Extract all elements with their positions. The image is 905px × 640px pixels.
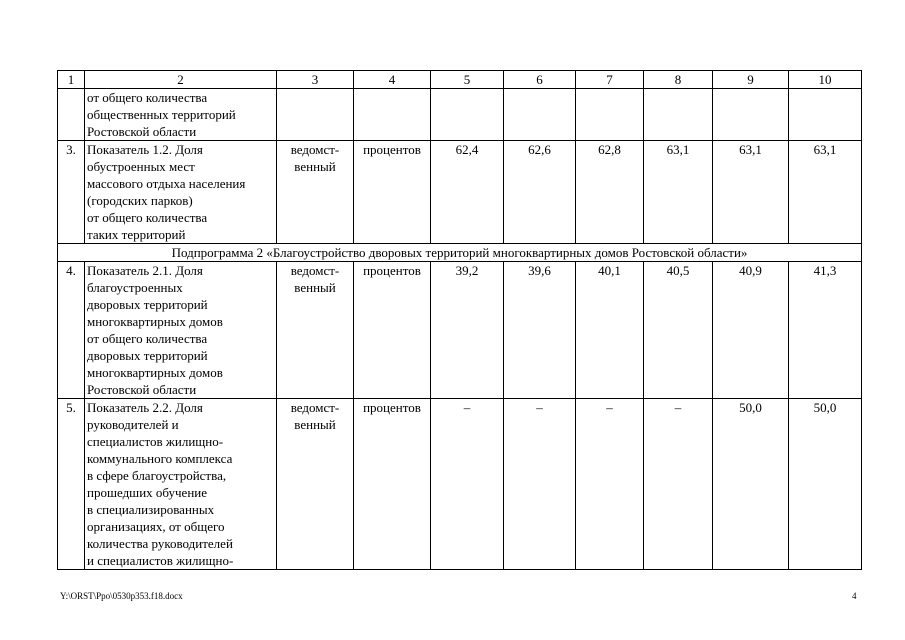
header-cell-8: 8 <box>644 71 713 89</box>
row-number: 4. <box>58 262 85 399</box>
value-cell <box>431 89 504 141</box>
value-cell: 50,0 <box>789 399 862 570</box>
value-cell: 62,6 <box>504 141 576 244</box>
indicator-type: ведомст- венный <box>277 141 354 244</box>
indicators-table <box>57 70 862 570</box>
indicator-text: Показатель 2.1. Доля благоустроенных дворовых территорий многоквартирных домов от общего количества дворовых территорий многоквартирных домов Ростовской области <box>85 262 277 399</box>
value-cell: 50,0 <box>713 399 789 570</box>
header-cell-6: 6 <box>504 71 576 89</box>
header-cell-9: 9 <box>713 71 789 89</box>
value-cell <box>713 89 789 141</box>
value-cell: – <box>431 399 504 570</box>
table-row <box>58 141 862 244</box>
value-cell: – <box>504 399 576 570</box>
value-cell: 40,5 <box>644 262 713 399</box>
value-cell <box>644 89 713 141</box>
indicator-type: ведомст- венный <box>277 399 354 570</box>
header-cell-4: 4 <box>354 71 431 89</box>
footer-file-path: Y:\ORST\Ppo\0530p353.f18.docx <box>60 591 183 601</box>
value-cell <box>789 89 862 141</box>
header-cell-3: 3 <box>277 71 354 89</box>
value-cell: – <box>576 399 644 570</box>
indicator-unit: процентов <box>354 141 431 244</box>
indicator-type: ведомст- венный <box>277 262 354 399</box>
indicator-unit: процентов <box>354 262 431 399</box>
row-number: 3. <box>58 141 85 244</box>
value-cell: 63,1 <box>644 141 713 244</box>
value-cell: 40,1 <box>576 262 644 399</box>
value-cell <box>576 89 644 141</box>
value-cell: 39,2 <box>431 262 504 399</box>
row-number: 5. <box>58 399 85 570</box>
header-cell-1: 1 <box>58 71 85 89</box>
value-cell: 41,3 <box>789 262 862 399</box>
value-cell <box>504 89 576 141</box>
indicator-type <box>277 89 354 141</box>
row-number <box>58 89 85 141</box>
table-row <box>58 262 862 399</box>
header-cell-2: 2 <box>85 71 277 89</box>
value-cell: 62,8 <box>576 141 644 244</box>
subprogram-row <box>58 244 862 262</box>
indicator-unit: процентов <box>354 399 431 570</box>
header-row <box>58 71 862 89</box>
value-cell: 40,9 <box>713 262 789 399</box>
table-row <box>58 399 862 570</box>
header-cell-5: 5 <box>431 71 504 89</box>
indicator-text: от общего количества общественных территорий Ростовской области <box>85 89 277 141</box>
indicator-text: Показатель 2.2. Доля руководителей и специалистов жилищно- коммунального комплекса в сфере благоустройства, прошедших обучение в специализированных организациях, от общего количества руководителей и специалистов жилищно- <box>85 399 277 570</box>
value-cell: – <box>644 399 713 570</box>
value-cell: 39,6 <box>504 262 576 399</box>
table-row <box>58 89 862 141</box>
value-cell: 63,1 <box>713 141 789 244</box>
subprogram-title: Подпрограмма 2 «Благоустройство дворовых территорий многоквартирных домов Ростовской области» <box>58 244 862 262</box>
value-cell: 63,1 <box>789 141 862 244</box>
table-body <box>58 71 862 570</box>
value-cell: 62,4 <box>431 141 504 244</box>
header-cell-10: 10 <box>789 71 862 89</box>
indicator-text: Показатель 1.2. Доля обустроенных мест массового отдыха населения (городских парков) от общего количества таких территорий <box>85 141 277 244</box>
indicator-unit <box>354 89 431 141</box>
header-cell-7: 7 <box>576 71 644 89</box>
footer-page-number: 4 <box>852 591 857 601</box>
